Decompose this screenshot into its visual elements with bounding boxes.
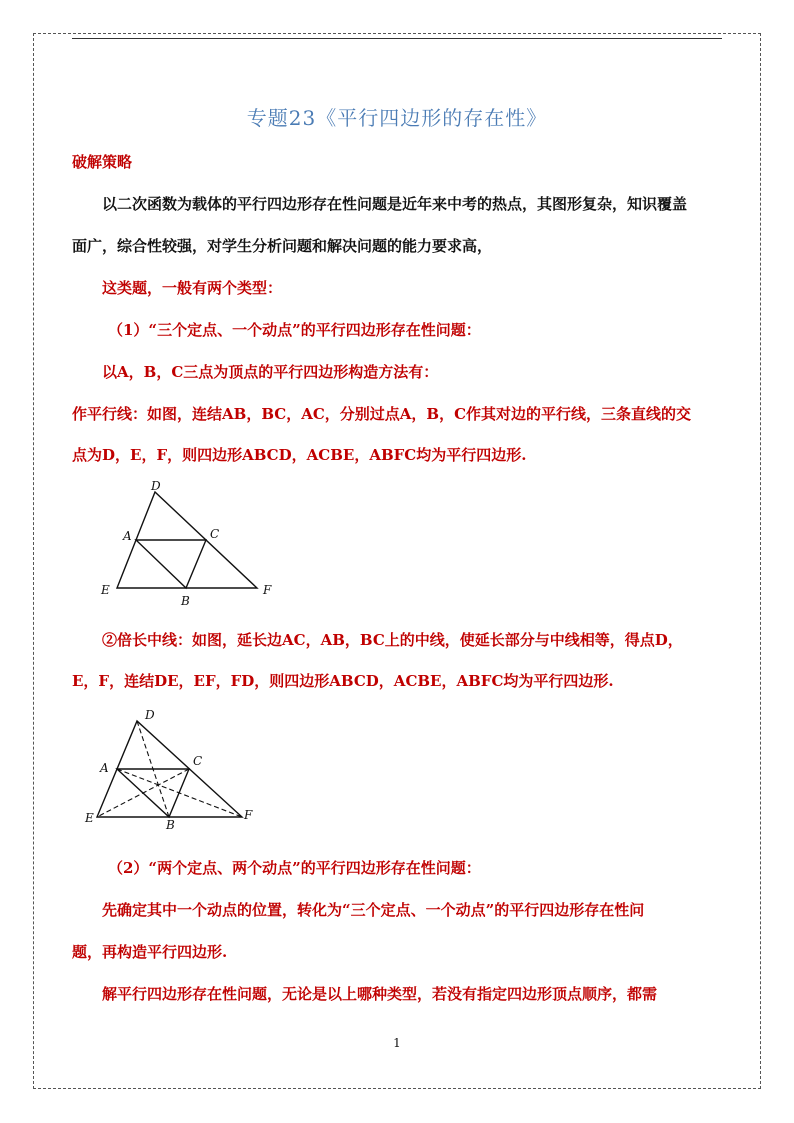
method1-line-1: 作平行线：如图，连结AB，BC，AC，分别过点A，B，C作其对边的平行线，三条直线的交 [72,405,692,423]
fig2-label-d: D [145,708,155,722]
fig2-label-f: F [244,808,253,822]
header-rule [72,38,722,39]
fig2-label-b: B [166,818,175,832]
method2-line-1: ②倍长中线：如图，延长边AC，AB，BC上的中线，使延长部分与中线相等，得点D， [102,631,683,649]
intro-line-2: 面广，综合性较强，对学生分析问题和解决问题的能力要求高， [72,237,493,255]
case2-line-2: 题，再构造平行四边形. [72,943,228,961]
section-heading: 破解策略 [72,153,133,171]
fig2-label-e: E [85,811,94,825]
case1-method-intro: 以A，B，C三点为顶点的平行四边形构造方法有： [102,363,439,381]
method2-line-2: E，F，连结DE，EF，FD，则四边形ABCD，ACBE，ABFC均为平行四边形. [72,672,614,690]
case2-line-1: 先确定其中一个动点的位置，转化为“三个定点、一个动点”的平行四边形存在性问 [102,901,645,919]
fig1-label-f: F [263,583,272,597]
page-number: 1 [393,1036,401,1050]
fig1-label-a: A [123,529,132,543]
case2-title: （2）“两个定点、两个动点”的平行四边形存在性问题： [108,859,481,877]
types-line: 这类题，一般有两个类型： [102,279,283,297]
fig2-label-a: A [100,761,109,775]
fig1-label-b: B [181,594,190,608]
page-title: 专题23《平行四边形的存在性》 [246,106,548,130]
fig1-label-e: E [101,583,110,597]
method1-line-2: 点为D，E，F，则四边形ABCD，ACBE，ABFC均为平行四边形. [72,446,527,464]
fig1-label-c: C [210,527,220,541]
fig1-label-d: D [151,479,161,493]
fig2-label-c: C [193,754,203,768]
figure-median-extension [82,705,262,835]
intro-line-1: 以二次函数为载体的平行四边形存在性问题是近年来中考的热点，其图形复杂，知识覆盖 [102,195,688,213]
figure-parallel-lines [95,478,285,608]
case1-title: （1）“三个定点、一个动点”的平行四边形存在性问题： [108,321,481,339]
last-line: 解平行四边形存在性问题，无论是以上哪种类型，若没有指定四边形顶点顺序，都需 [102,985,658,1003]
